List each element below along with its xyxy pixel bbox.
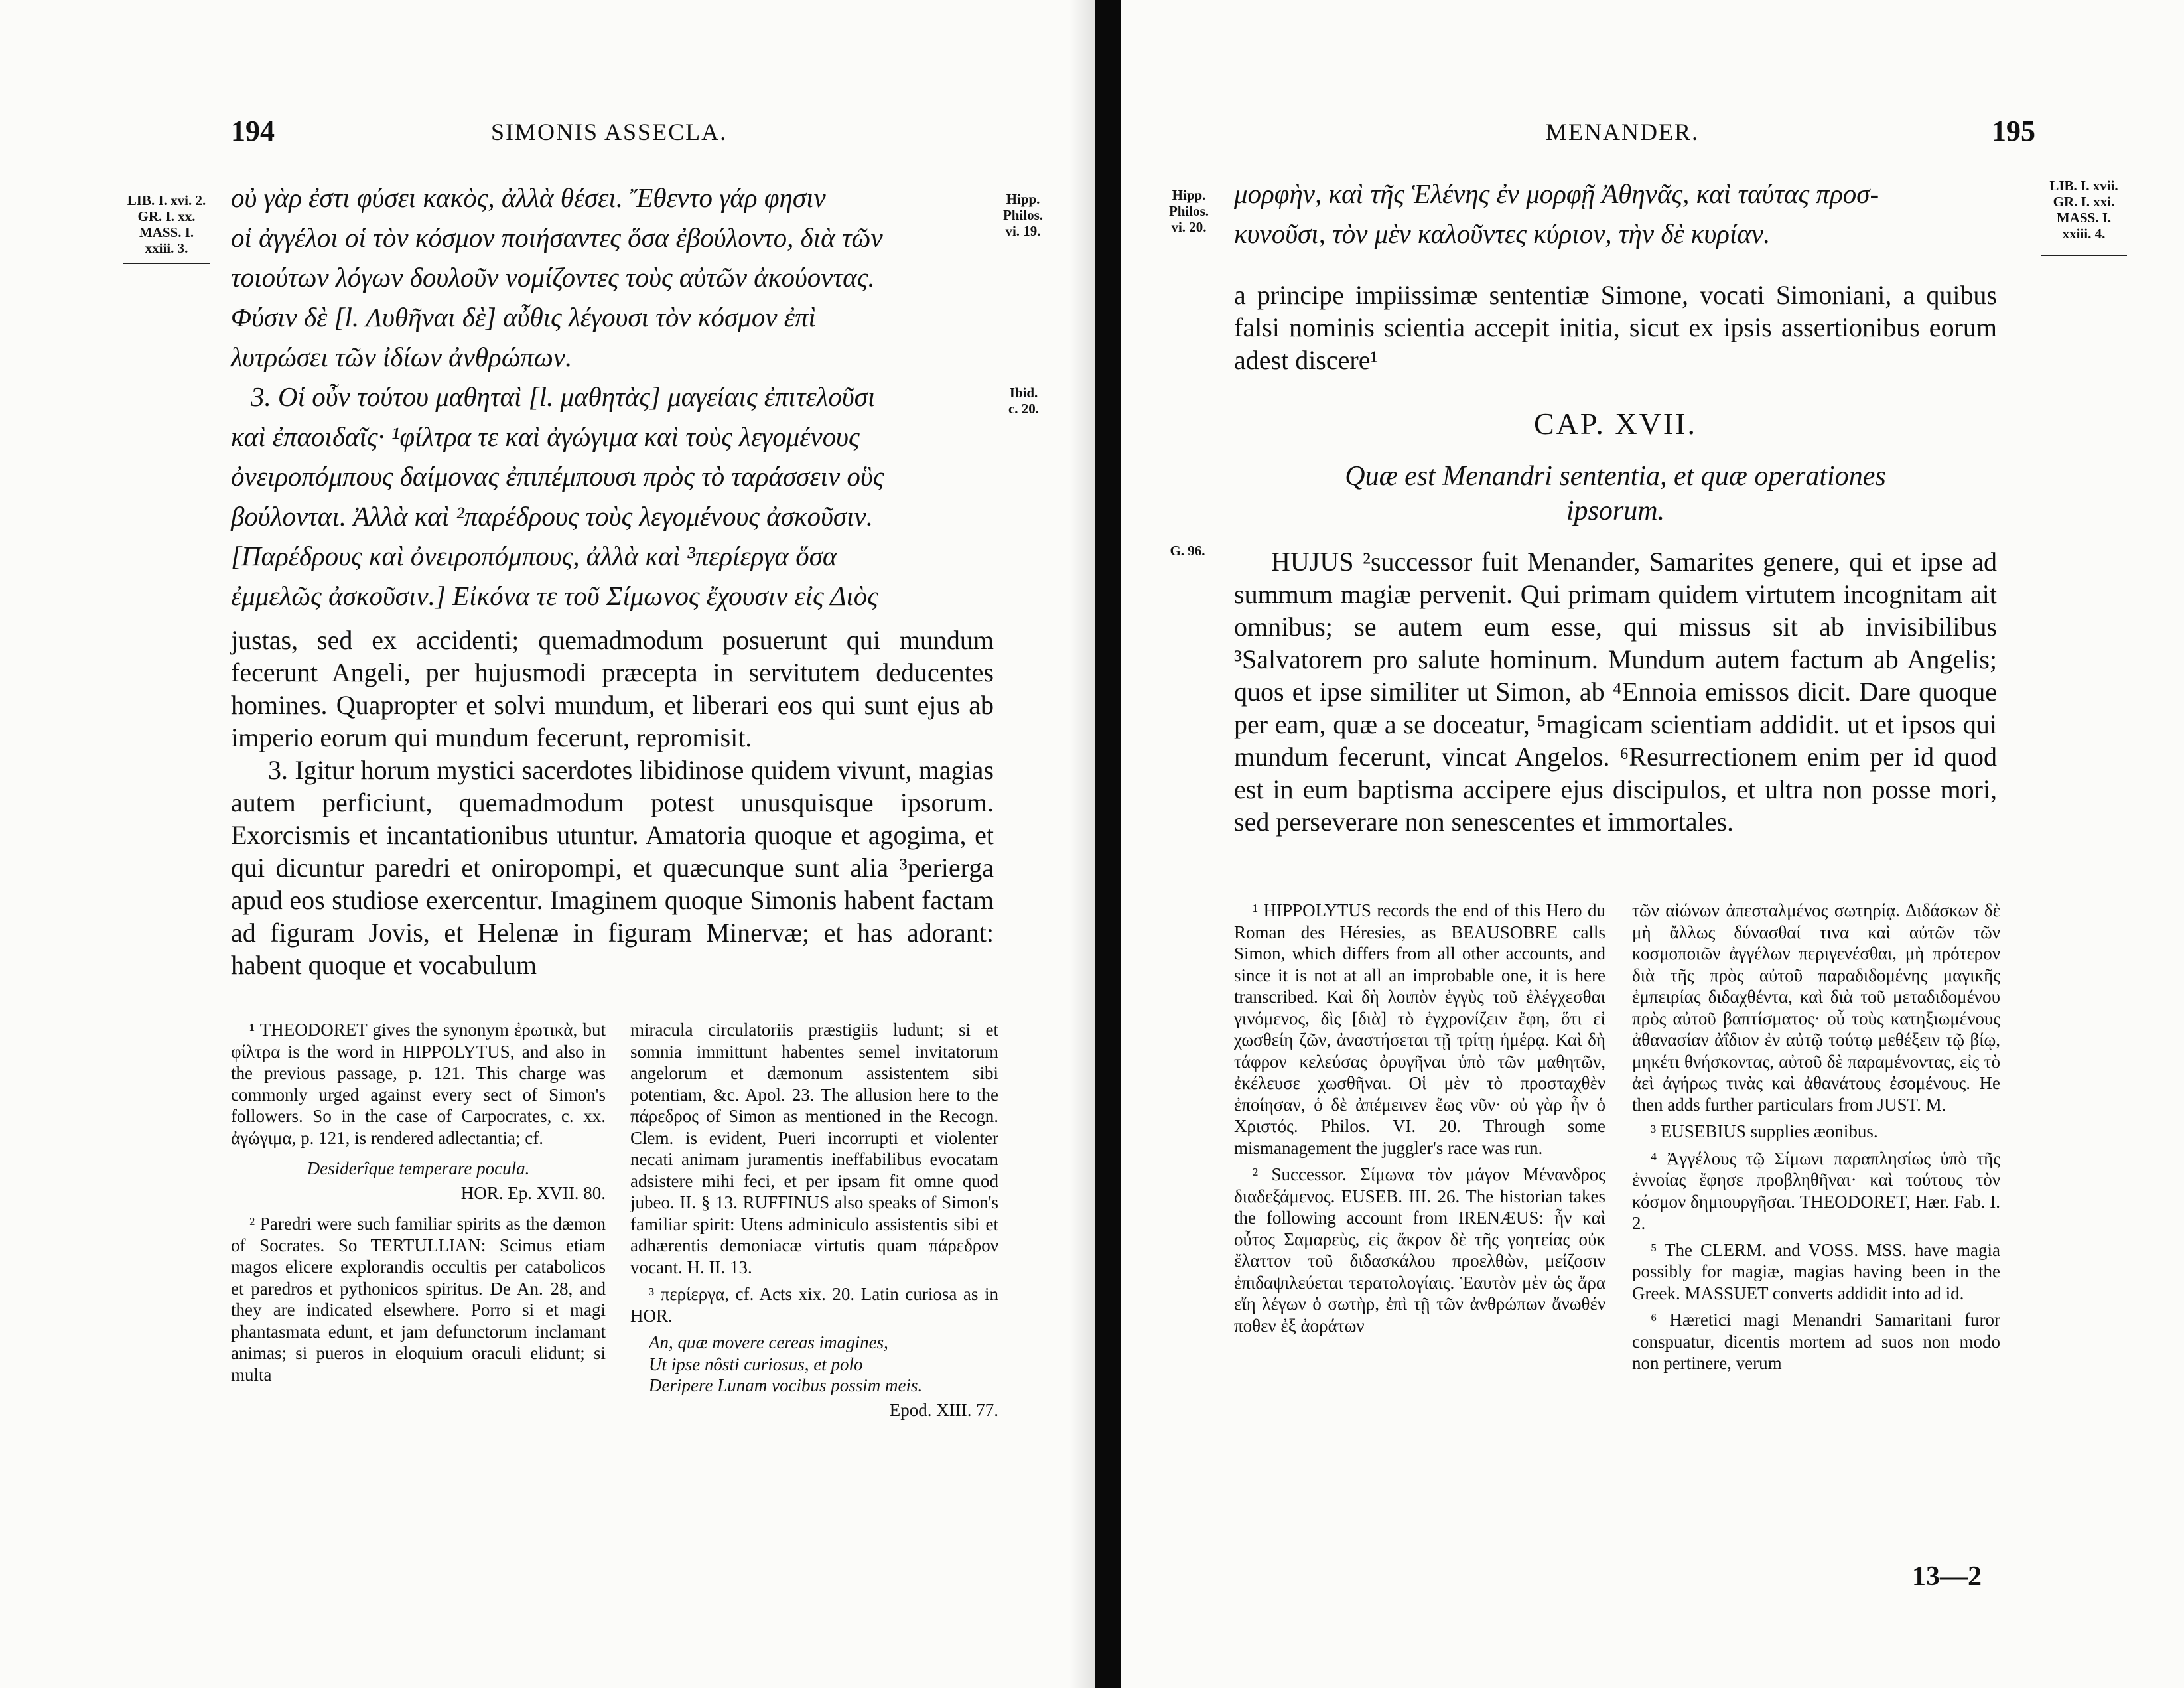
latin-paragraph: HUJUS ²successor fuit Menander, Samarites genere, qui et ipse ad summum magiæ pervenit. Qui primam quidem virtutem incognitam ait omnibus; se autem eum esse, qui missus sit ab invisibilibus ³Salvatorem pro salute hominum. Mundum autem factum ab Angelis; quos et ipse similiter ut Simon, ab ⁴Ennoia emissos dicit. Dare quoque per eam, quæ a se doceatur, ⁵magicam scientiam addidit. ut et ipsos qui mundum fecerunt, vincat Angelos. ⁶Resurrectionem enim per id quod est in eum baptisma accipere ejus discipulos, et ultra non posse mori, sed perseverare non senescentes et immortales. (1234, 547, 1997, 837)
footnote-3: ³ EUSEBIUS supplies æonibus. (1651, 1121, 1878, 1141)
greek-line: Φύσιν δὲ [l. Λυθῆναι δὲ] αὖθις λέγουσι τὸν κόσμον ἐπὶ (231, 302, 816, 332)
footnote-continuation: miracula circulatoriis præstigiis ludunt; si et somnia immittunt habentes semel invitatorum angelorum et dæmonum assistentem sibi potentiam, &c. Apol. 23. The allusion here to the πάρεδρος of Simon as mentioned in the Recogn. Clem. is evident, Pueri incorrupti et violenter necati animam juramentis ineffabilibus evocatam adsistere mihi feci, et per ipsam fit omne quod jubeo. II. § 13. RUFFINUS also speaks of Simon's familiar spirit: Utens adminiculo assistentis sibi et adhærentis demoniacæ virtutis quam πάρεδρον vocant. H. II. 13. (630, 1020, 998, 1277)
footnote-2: ² Successor. Σίμωνα τὸν μάγον Μένανδρος διαδεξάμενος. EUSEB. III. 26. The historian takes the following account from IRENÆUS: ἦν καὶ οὗτος Σαμαρεὺς, εἰς ἄκρον δὲ τῆς γοητείας οὐκ ἔλαττον τοῦ διδασκάλου προελθὼν, μείζοσιν ἐπιδαψιλεύεται τερατολογίαις. Ἑαυτὸν μὲν ὡς ἄρα εἴη λέγων ὁ σωτὴρ, ἐπὶ τῇ τῶν ἀνθρώπων ἄνωθέν ποθεν ἐξ ἀοράτων (1234, 1164, 1605, 1336)
greek-line: ἐμμελῶς ἀσκοῦσιν.] Εἰκόνα τε τοῦ Σίμωνος ἔχουσιν εἰς Διὸς (231, 581, 878, 611)
footnote-2: ² Paredri were such familiar spirits as the dæmon of Socrates. So TERTULLIAN: Scimus etiam magos elicere explorandis occultis per catabolicos et paredros et pythonicos spiritus. De An. 28, and they are indicated elsewhere. Porro si et magi phantasmata edunt, et jam defunctorum inclamant animas; si pueros in eloquium oraculi elidunt; si multa (231, 1214, 606, 1385)
greek-line: καὶ ἐπαοιδαῖς· ¹φίλτρα τε καὶ ἀγώγιμα καὶ τοὺς λεγομένους (231, 421, 860, 452)
right-margin-ref-hipp: Hipp. Philos. vi. 20. (1168, 187, 1209, 235)
right-margin-ref-lib: LIB. I. xvii. GR. I. xxi. MASS. I. xxiii. 4. (2049, 178, 2118, 242)
latin-paragraph: a principe impiissimæ sententiæ Simone, vocati Simoniani, a quibus falsi nominis scientia accepit initia, sicut ex ipsis assertionibus eorum adest discere¹ (1234, 280, 1997, 375)
book-gutter (1095, 0, 1121, 1688)
left-margin-rule (123, 263, 210, 264)
chapter-title: CAP. XVII. (1534, 407, 1697, 441)
left-footnotes-col1 (231, 1019, 606, 1391)
left-running-head: SIMONIS ASSECLA. (491, 119, 728, 145)
verse-line: Deripere Lunam vocibus possim meis. (649, 1375, 923, 1395)
right-latin-main (1234, 545, 1997, 838)
footnote-verse-ref: HOR. Ep. XVII. 80. (460, 1182, 606, 1203)
footnote-4: ⁴ Ἀγγέλους τῷ Σίμωνι παραπλησίως ὑπὸ τῆς ἐννοίας ἔφησε προβληθῆναι· καὶ τούτους τὸν κόσμον δημιουργῆσαι. THEODORET, Hær. Fab. I. 2. (1632, 1148, 2000, 1233)
greek-line: οὐ γὰρ ἐστι φύσει κακὸς, ἀλλὰ θέσει. Ἔθεντο γάρ φησιν (231, 182, 826, 213)
right-greek-text (1234, 174, 2030, 253)
left-page-number: 194 (231, 115, 275, 147)
chapter-subtitle-line-1: Quæ est Menandri sententia, et quæ operationes (1345, 461, 1886, 492)
greek-line: βούλονται. Ἀλλὰ καὶ ²παρέδρους τοὺς λεγομένους ἀσκοῦσιν. (231, 501, 873, 531)
greek-line: [Παρέδρους καὶ ὀνειροπόμπους, ἀλλὰ καὶ ³περίεργα ὅσα (231, 541, 837, 571)
right-page (1121, 0, 2184, 1688)
left-margin-ref-lib: LIB. I. xvi. 2. GR. I. xx. MASS. I. xxiii. 3. (127, 192, 206, 256)
greek-line: κυνοῦσι, τὸν μὲν καλοῦντες κύριον, τὴν δὲ κυρίαν. (1234, 218, 1771, 249)
latin-paragraph: justas, sed ex accidenti; quemadmodum posuerunt qui mundum fecerunt Angeli, per hujusmodi præcepta in servitutem deducentes homines. Quapropter et solvi mundum, et liberari eos qui sunt ejus ab imperio eorum qui mundum fecerunt, repromisit. (231, 625, 994, 752)
right-running-head: MENANDER. (1546, 119, 1699, 145)
verse-line: Ut ipse nôsti curiosus, et polo (649, 1354, 863, 1374)
footnote-verse: Desiderîque temperare pocula. (307, 1159, 530, 1178)
left-greek-text (231, 178, 994, 616)
right-margin-rule (2041, 255, 2127, 256)
greek-line: μορφὴν, καὶ τῆς Ἑλένης ἐν μορφῇ Ἀθηνᾶς, καὶ ταύτας προσ- (1234, 178, 1879, 209)
left-footnotes-col2 (630, 1019, 998, 1430)
right-page-number: 195 (1992, 115, 2035, 147)
footnote-1: ¹ THEODORET gives the synonym ἐρωτικὰ, but φίλτρα is the word in HIPPOLYTUS, and also in the previous passage, p. 121. This charge was commonly urged against every sect of Simon's followers. So in the case of Carpocrates, c. xx. ἀγώγιμα, p. 121, is rendered adlectantia; cf. (231, 1020, 606, 1148)
right-footnotes-col1 (1234, 900, 1605, 1342)
gutter-shadow-left (1069, 0, 1095, 1688)
left-latin-text (231, 624, 994, 981)
footnote-continuation: τῶν αἰώνων ἀπεσταλμένος σωτηρίᾳ. Διδάσκων δὲ μὴ ἄλλως δύνασθαί τινα καὶ αὐτῶν τῶν κοσμοποιῶν ἀγγέλων περιγενέσθαι, μὴ πρότερον διὰ τῆς πρὸς αὐτοῦ παραδιδομένης μαγικῆς ἐμπειρίας διδαχθέντα, καὶ διὰ τοῦ μεταδιδομένου πρὸς αὐτοῦ βαπτίσματος· οὗ τοὺς κατηξιωμένους ἀθανασίαν ἀΐδιον ἐν αὐτῷ τούτῳ μεθέξειν τῷ βίῳ, μηκέτι θνήσκοντας, αὐτοῦ δὲ παραμένοντας, εἰς τὸ ἀεὶ ἀγήρως τινὰς καὶ ἀθανάτους ἐσομένους. He then adds further particulars from JUST. M. (1632, 900, 2000, 1115)
footnote-3: ³ περίεργα, cf. Acts xix. 20. Latin curiosa as in HOR. (630, 1284, 998, 1326)
footnote-5: ⁵ The CLERM. and VOSS. MSS. have magia possibly for magiæ, magias having been in the Greek. MASSUET converts addidit into ad id. (1632, 1239, 2000, 1303)
right-margin-ref-g96: G. 96. (1170, 543, 1205, 559)
greek-line: τοιούτων λόγων δουλοῦν νομίζοντες τοὺς αὐτῶν ἀκούοντας. (231, 262, 875, 293)
footnote-6: ⁶ Hæretici magi Menandri Samaritani furor conspuatur, dicentis mortem ad suos non modo non pertinere, verum (1632, 1310, 2000, 1373)
chapter-subtitle-line-2: ipsorum. (1566, 496, 1665, 526)
left-margin-ref-ibid: Ibid. c. 20. (1008, 385, 1040, 417)
right-footnotes-col2 (1632, 900, 2000, 1379)
footnote-verse-ref: Epod. XIII. 77. (889, 1399, 998, 1420)
right-latin-intro (1234, 279, 1997, 376)
verse-line: An, quæ movere cereas imagines, (649, 1332, 888, 1352)
signature-mark: 13—2 (1912, 1561, 1982, 1592)
greek-line: ὀνειροπόμπους δαίμονας ἐπιπέμπουσι πρὸς τὸ ταράσσειν οὓς (231, 461, 884, 492)
footnote-1: ¹ HIPPOLYTUS records the end of this Hero du Roman des Héresies, as BEAUSOBRE calls Simon, which differs from all other accounts, and since it is not at all an improbable one, it is here transcribed. Καὶ δὴ λοιπὸν ἐγγὺς τοῦ ἐλέγχεσθαι γινόμενος, δὶς [διὰ] τὸ ἐγχρονίζειν ἔφη, ὅτι εἰ χωσθείη ζῶν, ἀναστήσεται τῇ τρίτῃ ἡμέρᾳ. Καὶ δὴ τάφρον κελεύσας ὀρυγῆναι ὑπὸ τῶν μαθητῶν, ἐκέλευσε χωσθῆναι. Οἱ μὲν τὸ προσταχθὲν ἐποίησαν, ὁ δὲ ἀπέμεινεν ἕως νῦν· οὐ γὰρ ἦν ὁ Χριστός. Philos. VI. 20. Through some mismanagement the juggler's race was run. (1234, 900, 1605, 1158)
latin-paragraph: 3. Igitur horum mystici sacerdotes libidinose quidem vivunt, magias autem perficiunt, quemadmodum potest unusquisque ipsorum. Exorcismis et incantationibus utuntur. Amatoria quoque et agogima, et qui dicuntur paredri et oniropompi, et quæcunque sunt alia ³perierga apud eos studiose exercentur. Imaginem quoque Simonis habent factam ad figuram Jovis, et Helenæ in figuram Minervæ; et has adorant: habent quoque et vocabulum (231, 755, 994, 980)
greek-line: λυτρώσει τῶν ἰδίων ἀνθρώπων. (231, 342, 573, 372)
greek-line: οἱ ἀγγέλοι οἱ τὸν κόσμον ποιήσαντες ὅσα ἐβούλοντο, διὰ τῶν (231, 222, 883, 253)
left-margin-ref-hipp: Hipp. Philos. vi. 19. (1002, 191, 1044, 239)
greek-line: 3. Οἱ οὖν τούτου μαθηταὶ [l. μαθητὰς] μαγείαις ἐπιτελοῦσι (251, 382, 876, 412)
